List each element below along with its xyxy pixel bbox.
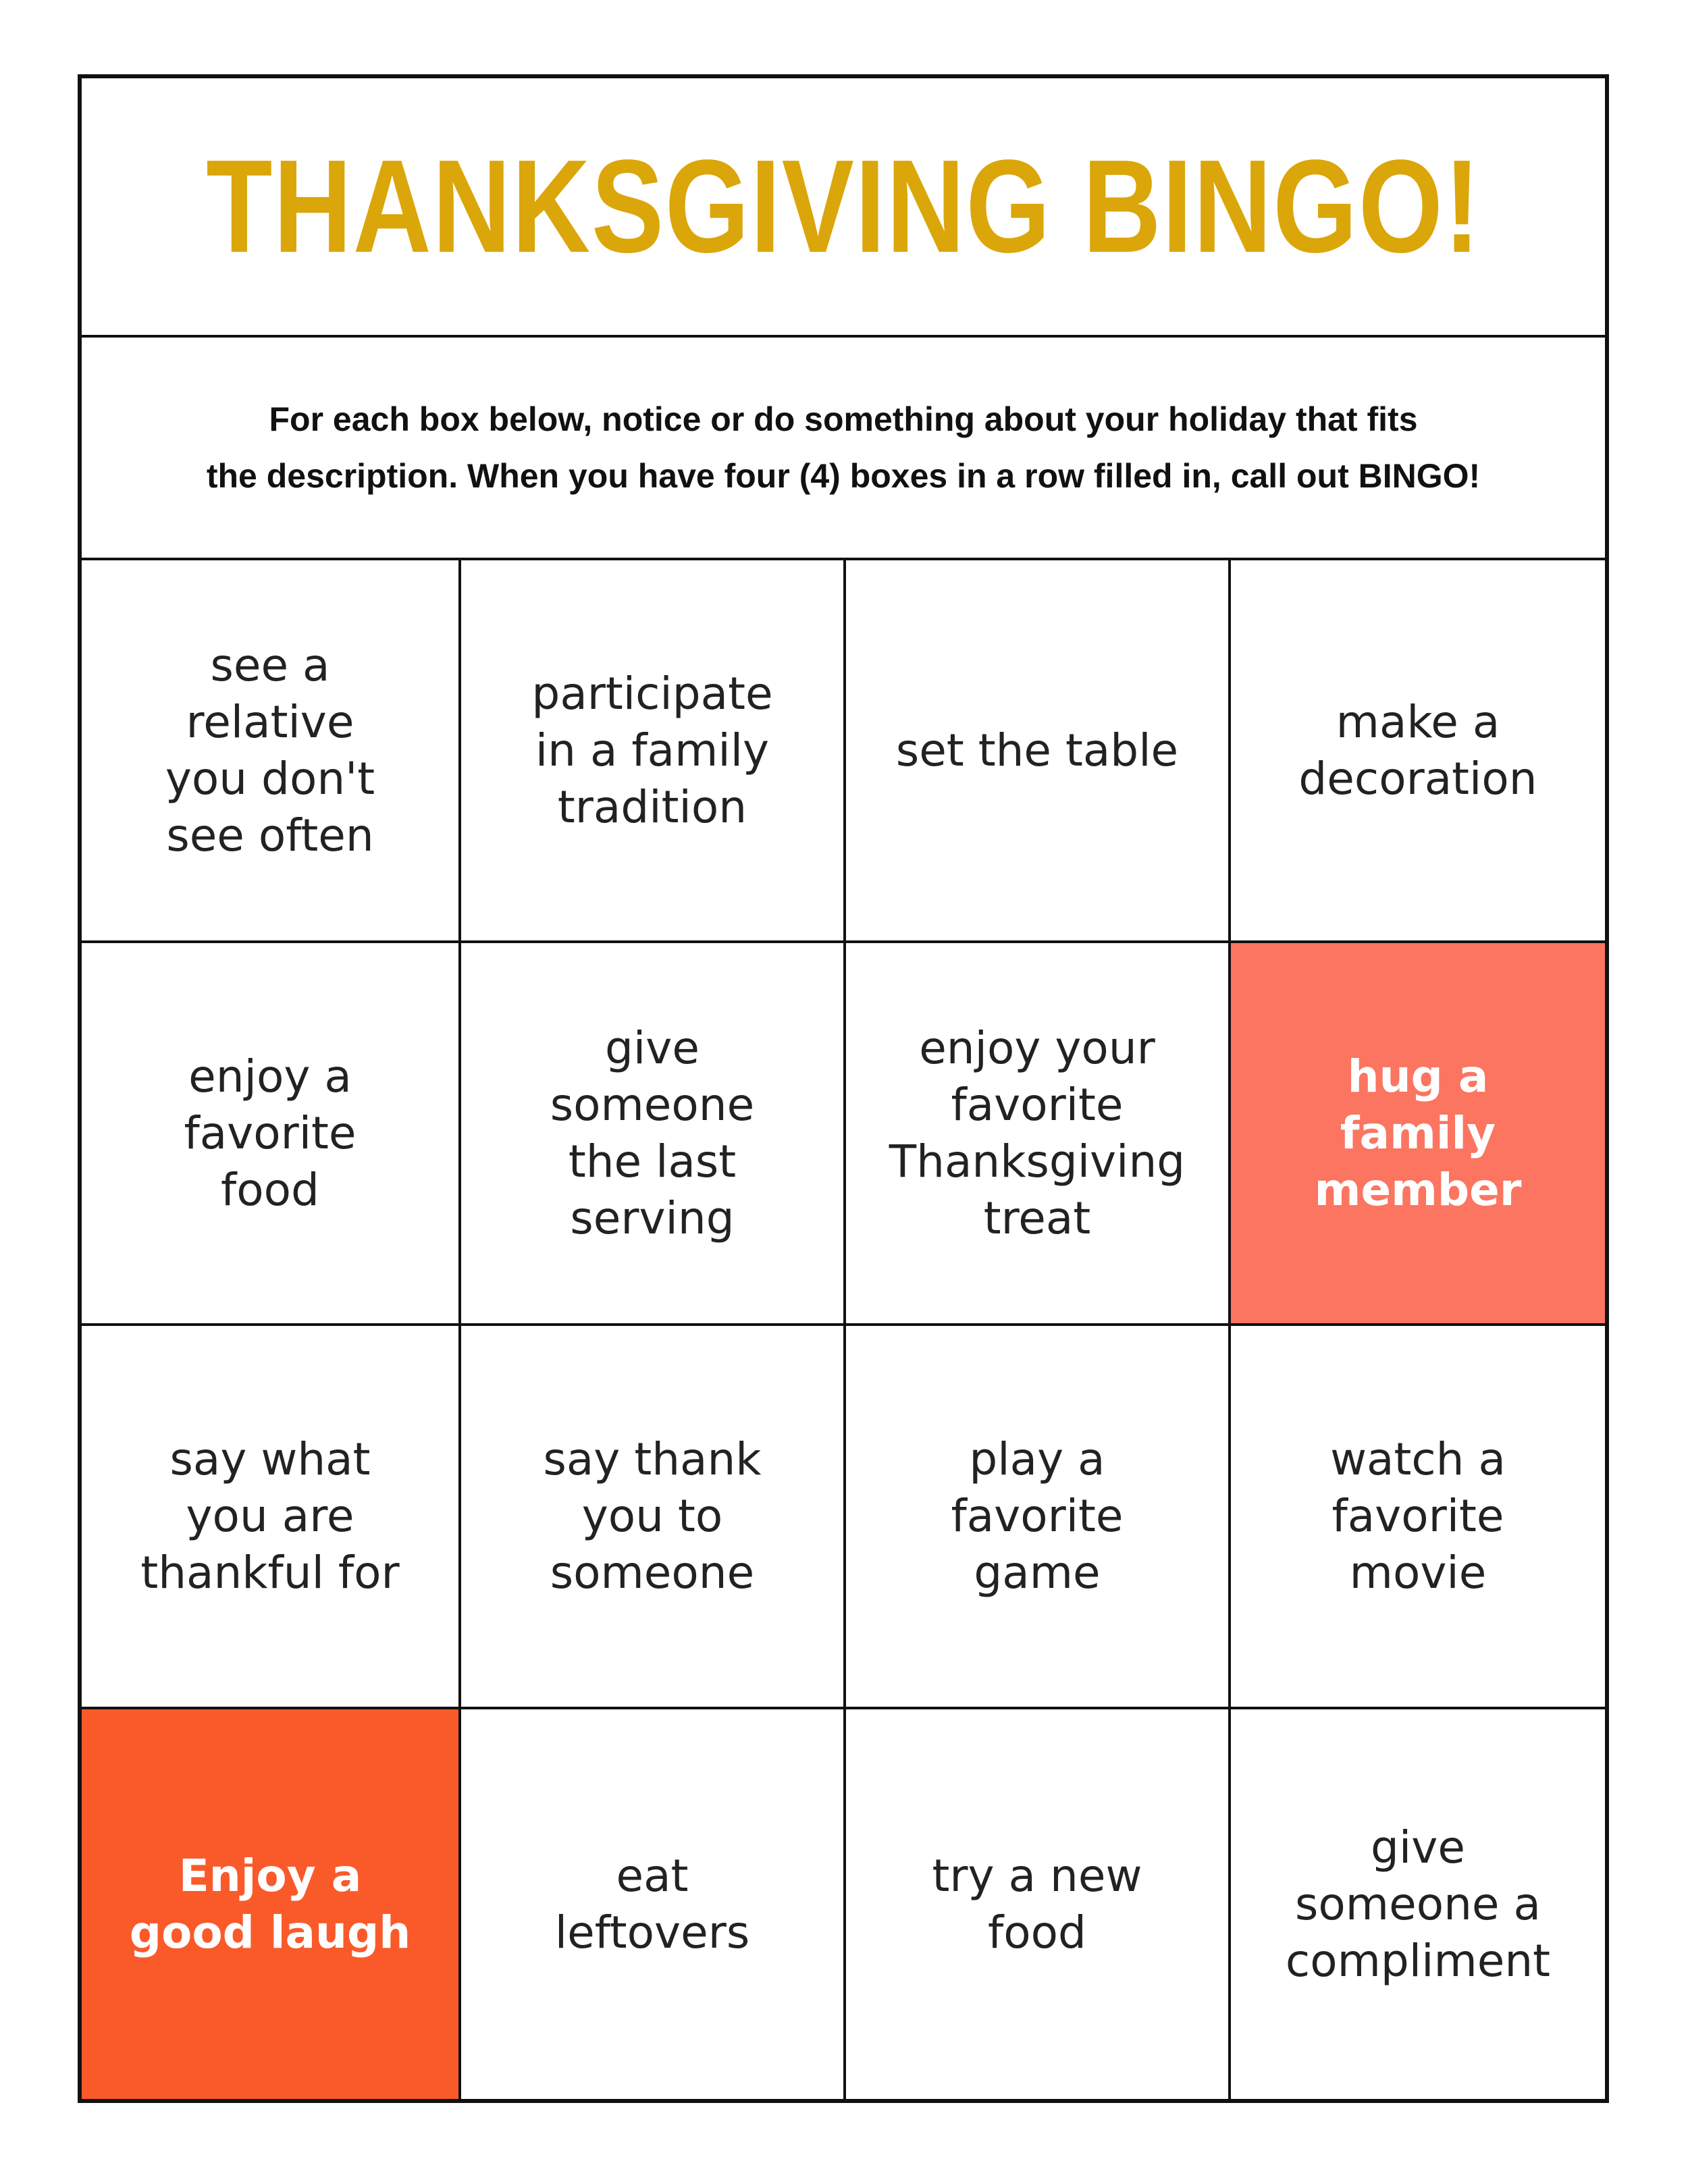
bingo-cell-label: enjoy a favorite food xyxy=(184,1050,357,1216)
bingo-cell[interactable] xyxy=(1231,1709,1605,2099)
instructions-section xyxy=(82,338,1605,560)
bingo-cell[interactable] xyxy=(846,1709,1231,2099)
bingo-cell[interactable] xyxy=(846,943,1231,1326)
bingo-cell-label: say what you are thankful for xyxy=(140,1433,400,1599)
bingo-cell[interactable] xyxy=(82,1326,461,1709)
bingo-cell[interactable] xyxy=(82,560,461,943)
instructions-line: the description. When you have four (4) boxes in a row filled in, call out BINGO! xyxy=(206,457,1481,495)
bingo-card xyxy=(78,74,1609,2103)
bingo-cell[interactable] xyxy=(82,943,461,1326)
bingo-cell-label: say thank you to someone xyxy=(543,1433,762,1599)
bingo-cell[interactable] xyxy=(846,1326,1231,1709)
bingo-cell-label: make a decoration xyxy=(1298,695,1537,805)
bingo-cell[interactable] xyxy=(1231,943,1605,1326)
title-section xyxy=(82,78,1605,338)
bingo-cell-label: set the table xyxy=(895,724,1179,776)
bingo-cell[interactable] xyxy=(461,1709,846,2099)
bingo-cell-label: play a favorite game xyxy=(951,1433,1124,1599)
bingo-cell-label: hug a family member xyxy=(1314,1050,1522,1216)
bingo-cell[interactable] xyxy=(461,560,846,943)
bingo-cell[interactable] xyxy=(1231,560,1605,943)
bingo-cell-label: give someone a compliment xyxy=(1285,1821,1551,1987)
page-title: THANKSGIVING BINGO! xyxy=(205,132,1481,280)
bingo-cell[interactable] xyxy=(846,560,1231,943)
bingo-cell-label: participate in a family tradition xyxy=(531,667,773,833)
bingo-cell-label: try a new food xyxy=(932,1849,1142,1959)
bingo-cell-label: eat leftovers xyxy=(554,1849,750,1959)
bingo-cell[interactable] xyxy=(461,1326,846,1709)
bingo-cell-label: give someone the last serving xyxy=(550,1021,755,1244)
bingo-cell[interactable] xyxy=(1231,1326,1605,1709)
bingo-cell-label: see a relative you don't see often xyxy=(165,639,375,861)
bingo-cell-label: watch a favorite movie xyxy=(1330,1433,1506,1599)
bingo-grid xyxy=(82,560,1605,2099)
bingo-cell-label: enjoy your favorite Thanksgiving treat xyxy=(889,1021,1186,1244)
bingo-cell[interactable] xyxy=(82,1709,461,2099)
bingo-cell[interactable] xyxy=(461,943,846,1326)
bingo-cell-label: Enjoy a good laugh xyxy=(129,1849,411,1959)
instructions-line: For each box below, notice or do something about your holiday that fits xyxy=(269,400,1418,438)
